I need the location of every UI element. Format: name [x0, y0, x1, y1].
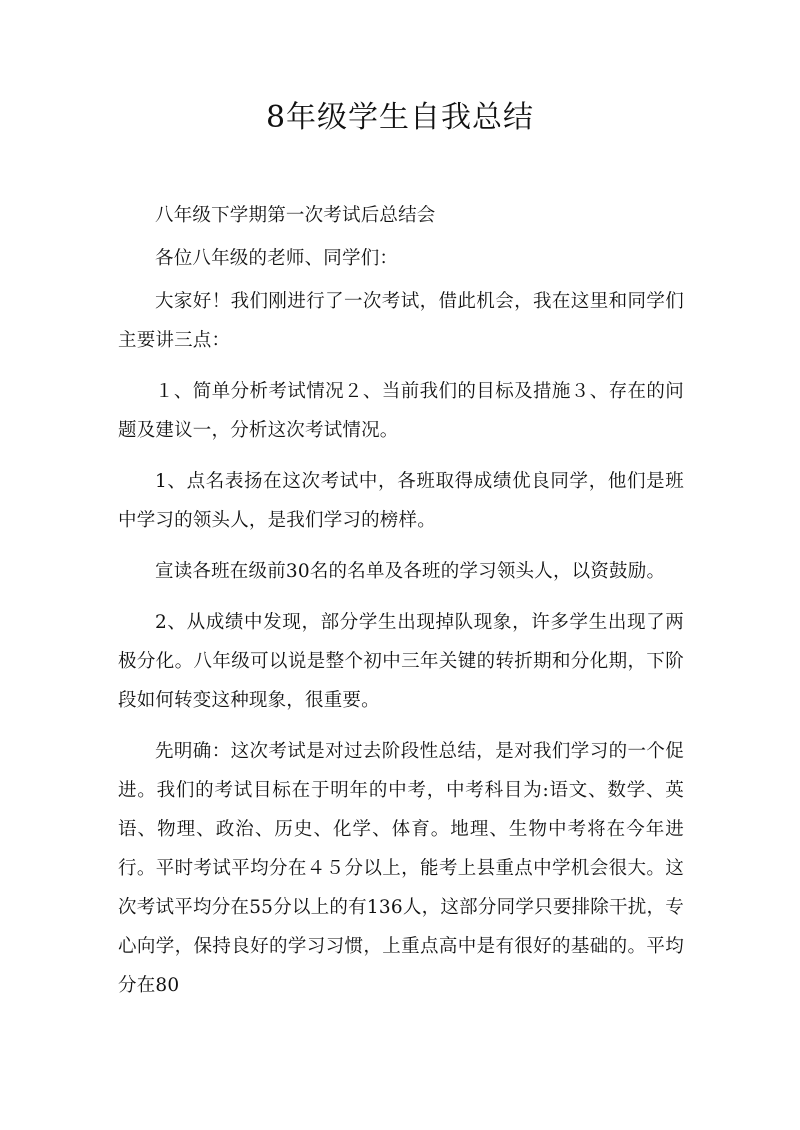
- paragraph: 各位八年级的老师、同学们：: [155, 248, 399, 269]
- paragraph: 大家好！我们刚进行了一次考试，借此机会，我在这里和同学们主要讲三点：: [118, 291, 684, 351]
- paragraph: 八年级下学期第一次考试后总结会: [155, 205, 436, 226]
- paragraph: １、简单分析考试情况２、当前我们的目标及措施３、存在的问题及建议一，分析这次考试情况。: [118, 381, 684, 441]
- paragraph: 先明确：这次考试是对过去阶段性总结，是对我们学习的一个促进。我们的考试目标在于明年的中考，中考科目为:语文、数学、英语、物理、政治、历史、化学、体育。地理、生物中考将在今年进行。平时考试平均分在４５分以上，能考上县重点中学机会很大。这次考试平均分在55分以上的有136人，这部分同学只要排除干扰，专心向学，保持良好的学习习惯，上重点高中是有很好的基础的。平均分在80: [118, 741, 684, 996]
- paragraph: 2、从成绩中发现，部分学生出现掉队现象，许多学生出现了两极分化。八年级可以说是整个初中三年关键的转折期和分化期，下阶段如何转变这种现象，很重要。: [118, 612, 684, 711]
- document-body: [118, 196, 684, 1017]
- document-title: 8年级学生自我总结: [265, 100, 535, 135]
- paragraph: 1、点名表扬在这次考试中，各班取得成绩优良同学，他们是班中学习的领头人，是我们学习的榜样。: [118, 471, 684, 531]
- paragraph: 宣读各班在级前30名的名单及各班的学习领头人，以资鼓励。: [155, 561, 666, 582]
